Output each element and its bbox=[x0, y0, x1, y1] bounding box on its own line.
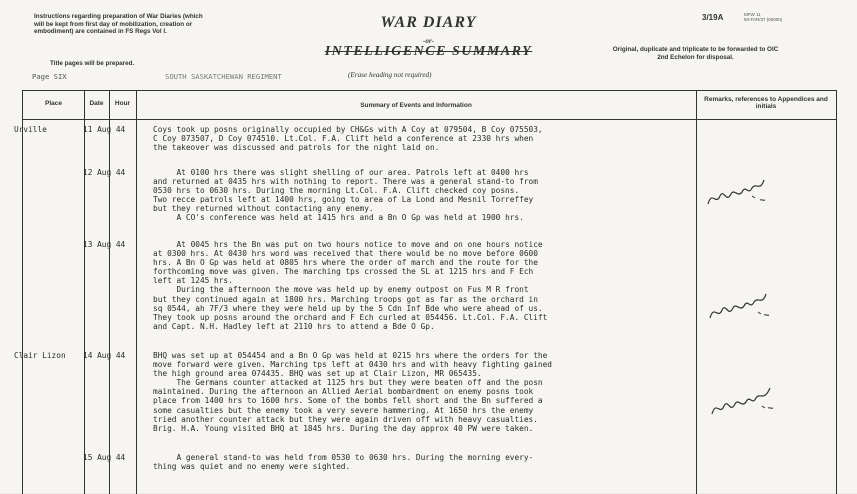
handwritten-initials-signature bbox=[708, 380, 778, 420]
diary-title: WAR DIARY bbox=[380, 14, 477, 31]
column-divider bbox=[84, 91, 85, 494]
page-number: Page SIX bbox=[32, 72, 67, 81]
struck-subtitle: INTELLIGENCE SUMMARY bbox=[324, 44, 533, 59]
place-header: Place bbox=[45, 100, 62, 107]
entry-date: 15 Aug 44 bbox=[83, 453, 126, 462]
header-rule bbox=[23, 119, 836, 120]
entry-date: 14 Aug 44 bbox=[83, 351, 126, 360]
disposal-note: Original, duplicate and triplicate to be forwarded to OIC 2nd Echelon for disposal. bbox=[612, 46, 779, 61]
erase-heading-note: (Erase heading not required) bbox=[348, 71, 432, 79]
column-divider bbox=[109, 91, 110, 494]
entry-date: 13 Aug 44 bbox=[83, 240, 126, 249]
remarks-header: Remarks, references to Appendices and initials bbox=[704, 96, 828, 110]
title-pages-note: Title pages will be prepared. bbox=[50, 60, 135, 67]
hour-header: Hour bbox=[114, 100, 131, 107]
summary-header: Summary of Events and Information bbox=[360, 102, 472, 109]
unit-name: SOUTH SASKATCHEWAN REGIMENT bbox=[165, 72, 282, 81]
date-header: Date bbox=[89, 100, 104, 107]
handwritten-initials-signature bbox=[706, 284, 776, 324]
entry-text: BHQ was set up at 054454 and a Bn O Gp was held at 0215 hrs where the orders for the move forward were given. Marching tps left at 0430 hrs and with heavy fighting gained the high ground area 074435. BHQ was set up at Clair Lizon, MR 065435. The Germans counter attacked at 1125 hrs but they were beaten off and the posn maintained. During the afternoon an Allied Aerial bombardment on enemy posns took place from 1400 hrs to 1600 hrs. Some of the bombs fell short and the Bn suffered a some casualties but the enemy took a very severe hammering. At 1650 hrs the enemy tried another counter attack but they were again driven off with heavy casualties. Brig. H.A. Young visited BHQ at 1845 hrs. During the day approx 40 PW were taken. bbox=[153, 351, 553, 433]
entry-text: At 0045 hrs the Bn was put on two hours notice to move and on one hours notice at 0300 hrs. At 0430 hrs word was received that there would be no move before 0600 hrs. A Bn O Gp was held at 0805 hrs where the order of march and the route for the forthcoming move was given. The marching tps crossed the SL at 1215 hrs and F Ech left at 1245 hrs. During the afternoon the move was held up by enemy outpost on Fus M R front but they continued again at 1800 hrs. Marching troops got as far as the orchard in sq 0544, ah 7F/3 where they were held up by the 5 Cdn Inf Bde who were ahead of us. They took up posns around the orchard and F Ech curled at 054456. Lt.Col. F.A. Clift and Capt. N.H. Hadley left at 2110 hrs to attend a Bde O Gp. bbox=[153, 240, 548, 331]
entry-text: At 0100 hrs there was slight shelling of our area. Patrols left at 0400 hrs and returned at 0435 hrs with nothing to report. There was a general stand-to from 0530 hrs to 0630 hrs. During the morning Lt.Col. F.A. Clift checked coy posns. Two recce patrols left at 1400 hrs, going to area of La Lond and Mesnil Torreffey but they returned without contacting any enemy. A CO's conference was held at 1415 hrs and a Bn O Gp was held at 1900 hrs. bbox=[153, 168, 538, 223]
instructions-note: Instructions regarding preparation of War Diaries (which will be kept from first day of mobilization, creation or embodiment) are contained in FS Regs Vol I. bbox=[34, 13, 203, 36]
entry-place: Clair Lizon bbox=[14, 351, 66, 360]
column-divider bbox=[136, 91, 137, 494]
entry-text: Coys took up posns originally occupied by CH&Gs with A Coy at 079504, B Coy 075503, C Coy 073507, D Coy 074510. Lt.Col. F.A. Clift held a conference at 2330 hrs when the takeover was discussed and patrols for the night laid on. bbox=[153, 125, 543, 153]
entry-date: 12 Aug 44 bbox=[83, 168, 126, 177]
entry-date: 11 Aug 44 bbox=[83, 125, 126, 134]
column-divider bbox=[696, 91, 697, 494]
form-number: 3/19A bbox=[702, 13, 724, 22]
or-separator: -or- bbox=[423, 37, 434, 45]
entry-place: Urville bbox=[14, 125, 47, 134]
handwritten-initials-signature bbox=[704, 170, 774, 210]
form-stamp: MFW 11 50-FAR/37 (60000) bbox=[744, 12, 783, 22]
entry-text: A general stand-to was held from 0530 to 0630 hrs. During the morning every- thing was quiet and no enemy were sighted. bbox=[153, 453, 534, 472]
